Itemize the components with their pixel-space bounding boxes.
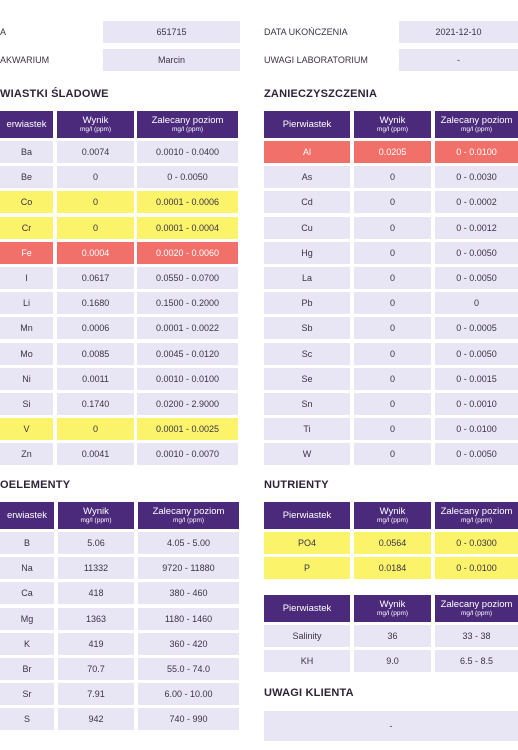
range-cell-cu: 0 - 0.0012	[435, 217, 518, 239]
element-cell-se: Se	[264, 368, 350, 390]
range-cell-ba: 0.0010 - 0.0400	[137, 141, 238, 163]
header-recommended-unit: mg/l (ppm)	[460, 125, 493, 133]
header-recommended-label: Zalecany poziom	[151, 114, 224, 126]
header-result-unit: mg/l (ppm)	[376, 516, 409, 524]
result-cell-b: 5.06	[58, 532, 134, 554]
header-result-label: Wynik	[379, 505, 406, 517]
header-element-label: Pierwiastek	[282, 118, 332, 130]
header-recommended-label: Zalecany poziom	[152, 505, 225, 517]
element-cell-ti: Ti	[264, 418, 350, 440]
range-cell-pb: 0	[435, 292, 518, 314]
header-recommended-unit: mg/l (ppm)	[172, 516, 205, 524]
nutrients-title: NUTRIENTY	[264, 479, 329, 491]
element-cell-fe: Fe	[0, 242, 53, 264]
element-cell-mo: Mo	[0, 343, 53, 365]
pollutants-title: ZANIECZYSZCZENIA	[264, 88, 378, 100]
range-cell-na: 9720 - 11880	[138, 557, 239, 579]
element-cell-mn: Mn	[0, 317, 53, 339]
range-cell-mn: 0.0001 - 0.0022	[137, 317, 238, 339]
completion-date-value: 2021-12-10	[399, 21, 518, 43]
result-cell-mg: 1363	[58, 608, 134, 630]
result-cell-kh: 9.0	[354, 650, 431, 672]
result-cell-i: 0.0617	[57, 267, 134, 289]
result-cell-be: 0	[57, 166, 134, 188]
result-cell-fe: 0.0004	[57, 242, 134, 264]
element-cell-sb: Sb	[264, 317, 350, 339]
header-element	[0, 111, 53, 138]
range-cell-co: 0.0001 - 0.0006	[137, 191, 238, 213]
element-cell-co: Co	[0, 191, 53, 213]
element-cell-zn: Zn	[0, 443, 53, 465]
result-cell-ti: 0	[354, 418, 431, 440]
header-result-label: Wynik	[379, 114, 406, 126]
result-cell-cr: 0	[57, 217, 134, 239]
range-cell-ti: 0 - 0.0100	[435, 418, 518, 440]
element-cell-la: La	[264, 267, 350, 289]
header-result	[58, 502, 134, 529]
result-cell-ba: 0.0074	[57, 141, 134, 163]
range-cell-mg: 1180 - 1460	[138, 608, 239, 630]
element-cell-sn: Sn	[264, 393, 350, 415]
element-cell-li: Li	[0, 292, 53, 314]
header-result-label: Wynik	[379, 598, 406, 610]
range-cell-sr: 6.00 - 10.00	[138, 683, 239, 705]
result-cell-w: 0	[354, 443, 431, 465]
header-result	[354, 595, 431, 622]
result-cell-co: 0	[57, 191, 134, 213]
result-cell-si: 0.1740	[57, 393, 134, 415]
result-cell-as: 0	[354, 166, 431, 188]
range-cell-ni: 0.0010 - 0.0100	[137, 368, 238, 390]
header-recommended-label: Zalecany poziom	[440, 598, 513, 610]
header-element-label: erwiastek	[6, 118, 47, 130]
element-cell-ni: Ni	[0, 368, 53, 390]
range-cell-si: 0.0200 - 2.9000	[137, 393, 238, 415]
range-cell-la: 0 - 0.0050	[435, 267, 518, 289]
result-cell-mn: 0.0006	[57, 317, 134, 339]
range-cell-k: 360 - 420	[138, 633, 239, 655]
result-cell-mo: 0.0085	[57, 343, 134, 365]
result-cell-v: 0	[57, 418, 134, 440]
range-cell-fe: 0.0020 - 0.0060	[137, 242, 238, 264]
lab-notes-label: UWAGI LABORATORIUM	[264, 55, 368, 65]
element-cell-b: B	[0, 532, 54, 554]
element-cell-kh: KH	[264, 650, 350, 672]
range-cell-w: 0 - 0.0050	[435, 443, 518, 465]
header-result	[354, 502, 431, 529]
range-cell-cd: 0 - 0.0002	[435, 191, 518, 213]
result-cell-hg: 0	[354, 242, 431, 264]
header-element-label: Pierwiastek	[282, 509, 332, 521]
header-result	[57, 111, 134, 138]
completion-date-label: DATA UKOŃCZENIA	[264, 27, 348, 37]
range-cell-sn: 0 - 0.0010	[435, 393, 518, 415]
result-cell-al: 0.0205	[354, 141, 431, 163]
range-cell-p: 0 - 0.0100	[435, 557, 518, 579]
element-cell-br: Br	[0, 658, 54, 680]
element-cell-ca: Ca	[0, 582, 54, 604]
header-result-unit: mg/l (ppm)	[79, 125, 112, 133]
element-cell-be: Be	[0, 166, 53, 188]
element-cell-hg: Hg	[264, 242, 350, 264]
result-cell-sn: 0	[354, 393, 431, 415]
macro-elements-title: OELEMENTY	[0, 479, 71, 491]
result-cell-sc: 0	[354, 343, 431, 365]
aquarium-label: AKWARIUM	[0, 55, 50, 65]
element-cell-al: Al	[264, 141, 350, 163]
element-cell-pb: Pb	[264, 292, 350, 314]
range-cell-li: 0.1500 - 0.2000	[137, 292, 238, 314]
header-result-unit: mg/l (ppm)	[376, 125, 409, 133]
result-cell-ni: 0.0011	[57, 368, 134, 390]
element-cell-v: V	[0, 418, 53, 440]
range-cell-po4: 0 - 0.0300	[435, 532, 518, 554]
element-cell-cd: Cd	[264, 191, 350, 213]
range-cell-mo: 0.0045 - 0.0120	[137, 343, 238, 365]
range-cell-sc: 0 - 0.0050	[435, 343, 518, 365]
header-element-label: erwiastek	[6, 509, 48, 521]
element-cell-i: I	[0, 267, 53, 289]
header-element	[264, 595, 350, 622]
element-cell-ba: Ba	[0, 141, 53, 163]
element-cell-na: Na	[0, 557, 54, 579]
header-element	[0, 502, 54, 529]
range-cell-ca: 380 - 460	[138, 582, 239, 604]
result-cell-sr: 7.91	[58, 683, 134, 705]
header-recommended	[137, 111, 238, 138]
header-element-label: Pierwiastek	[282, 602, 332, 614]
range-cell-b: 4.05 - 5.00	[138, 532, 239, 554]
element-cell-sc: Sc	[264, 343, 350, 365]
header-recommended	[435, 502, 518, 529]
result-cell-po4: 0.0564	[354, 532, 431, 554]
sample-id-label: A	[0, 27, 7, 37]
range-cell-hg: 0 - 0.0050	[435, 242, 518, 264]
sample-id-value: 651715	[103, 21, 240, 43]
header-result-label: Wynik	[82, 114, 109, 126]
header-result	[354, 111, 431, 138]
range-cell-se: 0 - 0.0015	[435, 368, 518, 390]
range-cell-as: 0 - 0.0030	[435, 166, 518, 188]
element-cell-k: K	[0, 633, 54, 655]
range-cell-sb: 0 - 0.0005	[435, 317, 518, 339]
client-notes-title: UWAGI KLIENTA	[264, 687, 354, 699]
element-cell-sr: Sr	[0, 683, 54, 705]
header-recommended-label: Zalecany poziom	[440, 505, 513, 517]
header-recommended-label: Zalecany poziom	[440, 114, 513, 126]
client-notes-value: -	[264, 711, 518, 741]
header-recommended	[435, 595, 518, 622]
result-cell-k: 419	[58, 633, 134, 655]
header-result-unit: mg/l (ppm)	[376, 609, 409, 617]
range-cell-salinity: 33 - 38	[435, 625, 518, 647]
result-cell-s: 942	[58, 708, 134, 730]
result-cell-br: 70.7	[58, 658, 134, 680]
element-cell-p: P	[264, 557, 350, 579]
range-cell-s: 740 - 990	[138, 708, 239, 730]
result-cell-salinity: 36	[354, 625, 431, 647]
result-cell-se: 0	[354, 368, 431, 390]
element-cell-po4: PO4	[264, 532, 350, 554]
lab-notes-value: -	[399, 49, 518, 71]
header-result-label: Wynik	[83, 505, 109, 517]
result-cell-li: 0.1680	[57, 292, 134, 314]
aquarium-value: Marcin	[103, 49, 240, 71]
header-result-unit: mg/l (ppm)	[80, 516, 112, 524]
element-cell-cu: Cu	[264, 217, 350, 239]
element-cell-salinity: Salinity	[264, 625, 350, 647]
header-element	[264, 111, 350, 138]
element-cell-si: Si	[0, 393, 53, 415]
range-cell-be: 0 - 0.0050	[137, 166, 238, 188]
result-cell-p: 0.0184	[354, 557, 431, 579]
result-cell-la: 0	[354, 267, 431, 289]
range-cell-zn: 0.0010 - 0.0070	[137, 443, 238, 465]
element-cell-s: S	[0, 708, 54, 730]
header-recommended-unit: mg/l (ppm)	[460, 609, 493, 617]
element-cell-as: As	[264, 166, 350, 188]
trace-elements-title: WIASTKI ŚLADOWE	[0, 88, 109, 100]
element-cell-mg: Mg	[0, 608, 54, 630]
result-cell-sb: 0	[354, 317, 431, 339]
result-cell-cd: 0	[354, 191, 431, 213]
result-cell-cu: 0	[354, 217, 431, 239]
header-recommended	[435, 111, 518, 138]
range-cell-v: 0.0001 - 0.0025	[137, 418, 238, 440]
header-recommended	[138, 502, 239, 529]
result-cell-ca: 418	[58, 582, 134, 604]
range-cell-al: 0 - 0.0100	[435, 141, 518, 163]
header-recommended-unit: mg/l (ppm)	[171, 125, 204, 133]
range-cell-kh: 6.5 - 8.5	[435, 650, 518, 672]
result-cell-zn: 0.0041	[57, 443, 134, 465]
element-cell-w: W	[264, 443, 350, 465]
range-cell-cr: 0.0001 - 0.0004	[137, 217, 238, 239]
result-cell-na: 11332	[58, 557, 134, 579]
header-recommended-unit: mg/l (ppm)	[460, 516, 493, 524]
result-cell-pb: 0	[354, 292, 431, 314]
element-cell-cr: Cr	[0, 217, 53, 239]
header-element	[264, 502, 350, 529]
range-cell-i: 0.0550 - 0.0700	[137, 267, 238, 289]
range-cell-br: 55.0 - 74.0	[138, 658, 239, 680]
